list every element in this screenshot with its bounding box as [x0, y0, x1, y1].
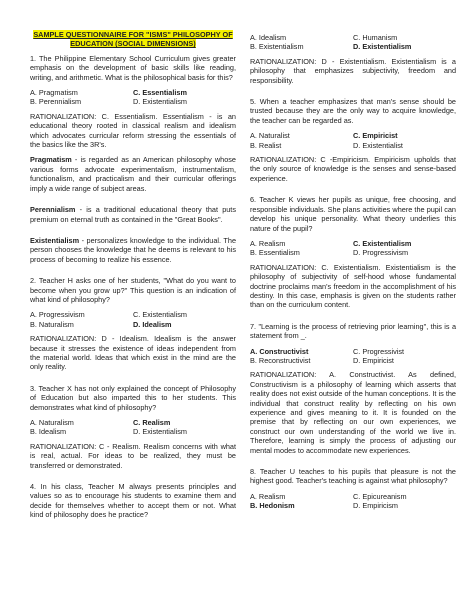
q2-option-b: B. Naturalism	[30, 319, 74, 329]
q6-option-c: C. Existentialism	[353, 238, 412, 248]
q2-rationalization: RATIONALIZATION: D - Idealism. Idealism is the answer because it stresses the existence of ideas independent from the material world. Ideas that which exist in the mind are the only reality.	[30, 334, 236, 372]
q1-rationalization: RATIONALIZATION: C. Essentialism. Essentialism - is an educational theory rooted in classical realism and idealism which advocates curricular reform stressing the essentials of the basics like the 3R's.	[30, 111, 236, 150]
q3-option-d: D. Existentialism	[133, 427, 187, 437]
q6-options	[250, 239, 456, 258]
definition-pragmatism: Pragmatism - is regarded as an American philosophy whose various forms advocate experimentalism, instrumentalism, functionalism, and practicalism and their curricular offerings imply a wide range of subject areas.	[30, 155, 236, 193]
q7-option-c: C. Progressivist	[353, 346, 405, 356]
q3-options	[30, 418, 236, 437]
question-3: 3. Teacher X has not only explained the concept of Philosophy of Education but also imparted this to her students. This demonstrates what kind of philosophy?	[30, 383, 236, 412]
q1-option-b: B. Perennialism	[30, 97, 82, 107]
q1-options	[30, 88, 236, 107]
q3-rationalization: RATIONALIZATION: C - Realism. Realism concerns with what is real, actual. For ideas to be realized, they must be transferred or demonstrated.	[30, 441, 236, 470]
q4-option-a: A. Idealism	[250, 33, 287, 42]
page-title: SAMPLE QUESTIONNAIRE FOR "ISMS" PHILOSOPHY OF EDUCATION (SOCIAL DIMENSIONS)	[33, 30, 233, 49]
q7-rationalization: RATIONALIZATION: A. Constructivist. As defined, Constructivism is a philosophy of learning which asserts that reality does not exist outside of the human conceptions. It is the individual that construct reality by reflecting on his own experience and gives meaning to it. It is founded on the premise that by reflecting on our own experiences, we construct our own understanding of the world we live in. Therefore, learning is simply the process of adjusting our mental modes to accommodate new experiences.	[250, 370, 456, 455]
q8-option-b: B. Hedonism	[250, 501, 295, 511]
definition-perennialism: Perennialism - is a traditional educational theory that puts premium on eternal truth as contained in the "Great Books".	[30, 205, 236, 224]
q5-options	[250, 131, 456, 150]
q5-option-a: A. Naturalist	[250, 131, 290, 141]
question-8: 8. Teacher U teaches to his pupils that pleasure is not the highest good. Teacher's teaching is against what philosophy?	[250, 467, 456, 486]
q1-option-a: A. Pragmatism	[30, 88, 78, 98]
q3-option-b: B. Idealism	[30, 427, 67, 437]
q5-option-c: C. Empiricist	[353, 131, 398, 141]
question-4: 4. In his class, Teacher M always presents principles and values so as to encourage his students to examine them and decide for themselves whether to accept them or not. What kind of philosophy does he practice?	[30, 482, 236, 520]
question-6: 6. Teacher K views her pupils as unique, free choosing, and responsible individuals. She plans activities where the pupil can develop his unique personality. What theory underlies this nature of the pupil?	[250, 195, 456, 233]
q4-options	[250, 33, 456, 52]
q3-option-c: C. Realism	[133, 418, 171, 427]
left-column	[30, 30, 236, 526]
q5-option-d: D. Existentialist	[353, 140, 403, 150]
question-1: 1. The Philippine Elementary School Curriculum gives greater emphasis on the development of basic skills like reading, writing, and arithmetic. What is the philosophical basis for this?	[30, 53, 236, 82]
definition-existentialism: Existentialism - personalizes knowledge to the individual. The person chooses the knowledge that he deems is relevant to his process of becoming to realize his essence.	[30, 235, 237, 264]
q8-option-c: C. Epicureanism	[353, 491, 407, 501]
question-5: 5. When a teacher emphasizes that man's sense should be trusted because they are the only way to acquire knowledge, the teacher can be regarded as.	[250, 97, 456, 125]
q6-option-d: D. Progressivism	[353, 248, 409, 258]
q5-rationalization: RATIONALIZATION: C -Empiricism. Empiricism upholds that the only source of knowledge is the senses and sense-based experience.	[250, 155, 456, 183]
q2-option-a: A. Progressivism	[30, 310, 85, 320]
q6-rationalization: RATIONALIZATION: C. Existentialism. Existentialism is the philosophy of subjectivity of self-hood whose fundamental doctrine proclaims man's freedom in the accomplishment of his destiny. In this case, emphasis is given on the students rather than on the curriculum content.	[250, 262, 456, 310]
q2-options	[30, 310, 236, 329]
q4-option-d: D. Existentialism	[353, 42, 412, 52]
q8-options	[250, 492, 456, 511]
right-column	[250, 33, 456, 516]
q4-option-c: C. Humanism	[353, 33, 398, 42]
q1-option-d: D. Existentialism	[133, 97, 187, 107]
q8-option-a: A. Realism	[250, 491, 286, 501]
q6-option-b: B. Essentialism	[250, 248, 300, 258]
question-7: 7. "Learning is the process of retrieving prior learning", this is a statement from _.	[250, 321, 456, 341]
q1-option-c: C. Essentialism	[133, 88, 187, 98]
q7-option-a: A. Constructivist	[250, 346, 309, 356]
q6-option-a: A. Realism	[250, 238, 286, 248]
q3-option-a: A. Naturalism	[30, 418, 74, 427]
q7-option-b: B. Reconstructivist	[250, 355, 311, 365]
q4-option-b: B. Existentialism	[250, 42, 304, 52]
q8-option-d: D. Empiricism	[353, 501, 398, 511]
q2-option-d: D. Idealism	[133, 319, 172, 329]
q5-option-b: B. Realist	[250, 140, 282, 150]
question-2: 2. Teacher H asks one of her students, "What do you want to become when you grow up?" This question is an indication of what kind of philosophy?	[30, 276, 236, 304]
q4-rationalization: RATIONALIZATION: D - Existentialism. Existentialism is a philosophy that emphasizes subjectivity, freedom and responsibility.	[250, 56, 456, 85]
q7-options	[250, 347, 456, 366]
q7-option-d: D. Empiricist	[353, 355, 394, 365]
q2-option-c: C. Existentialism	[133, 310, 187, 320]
